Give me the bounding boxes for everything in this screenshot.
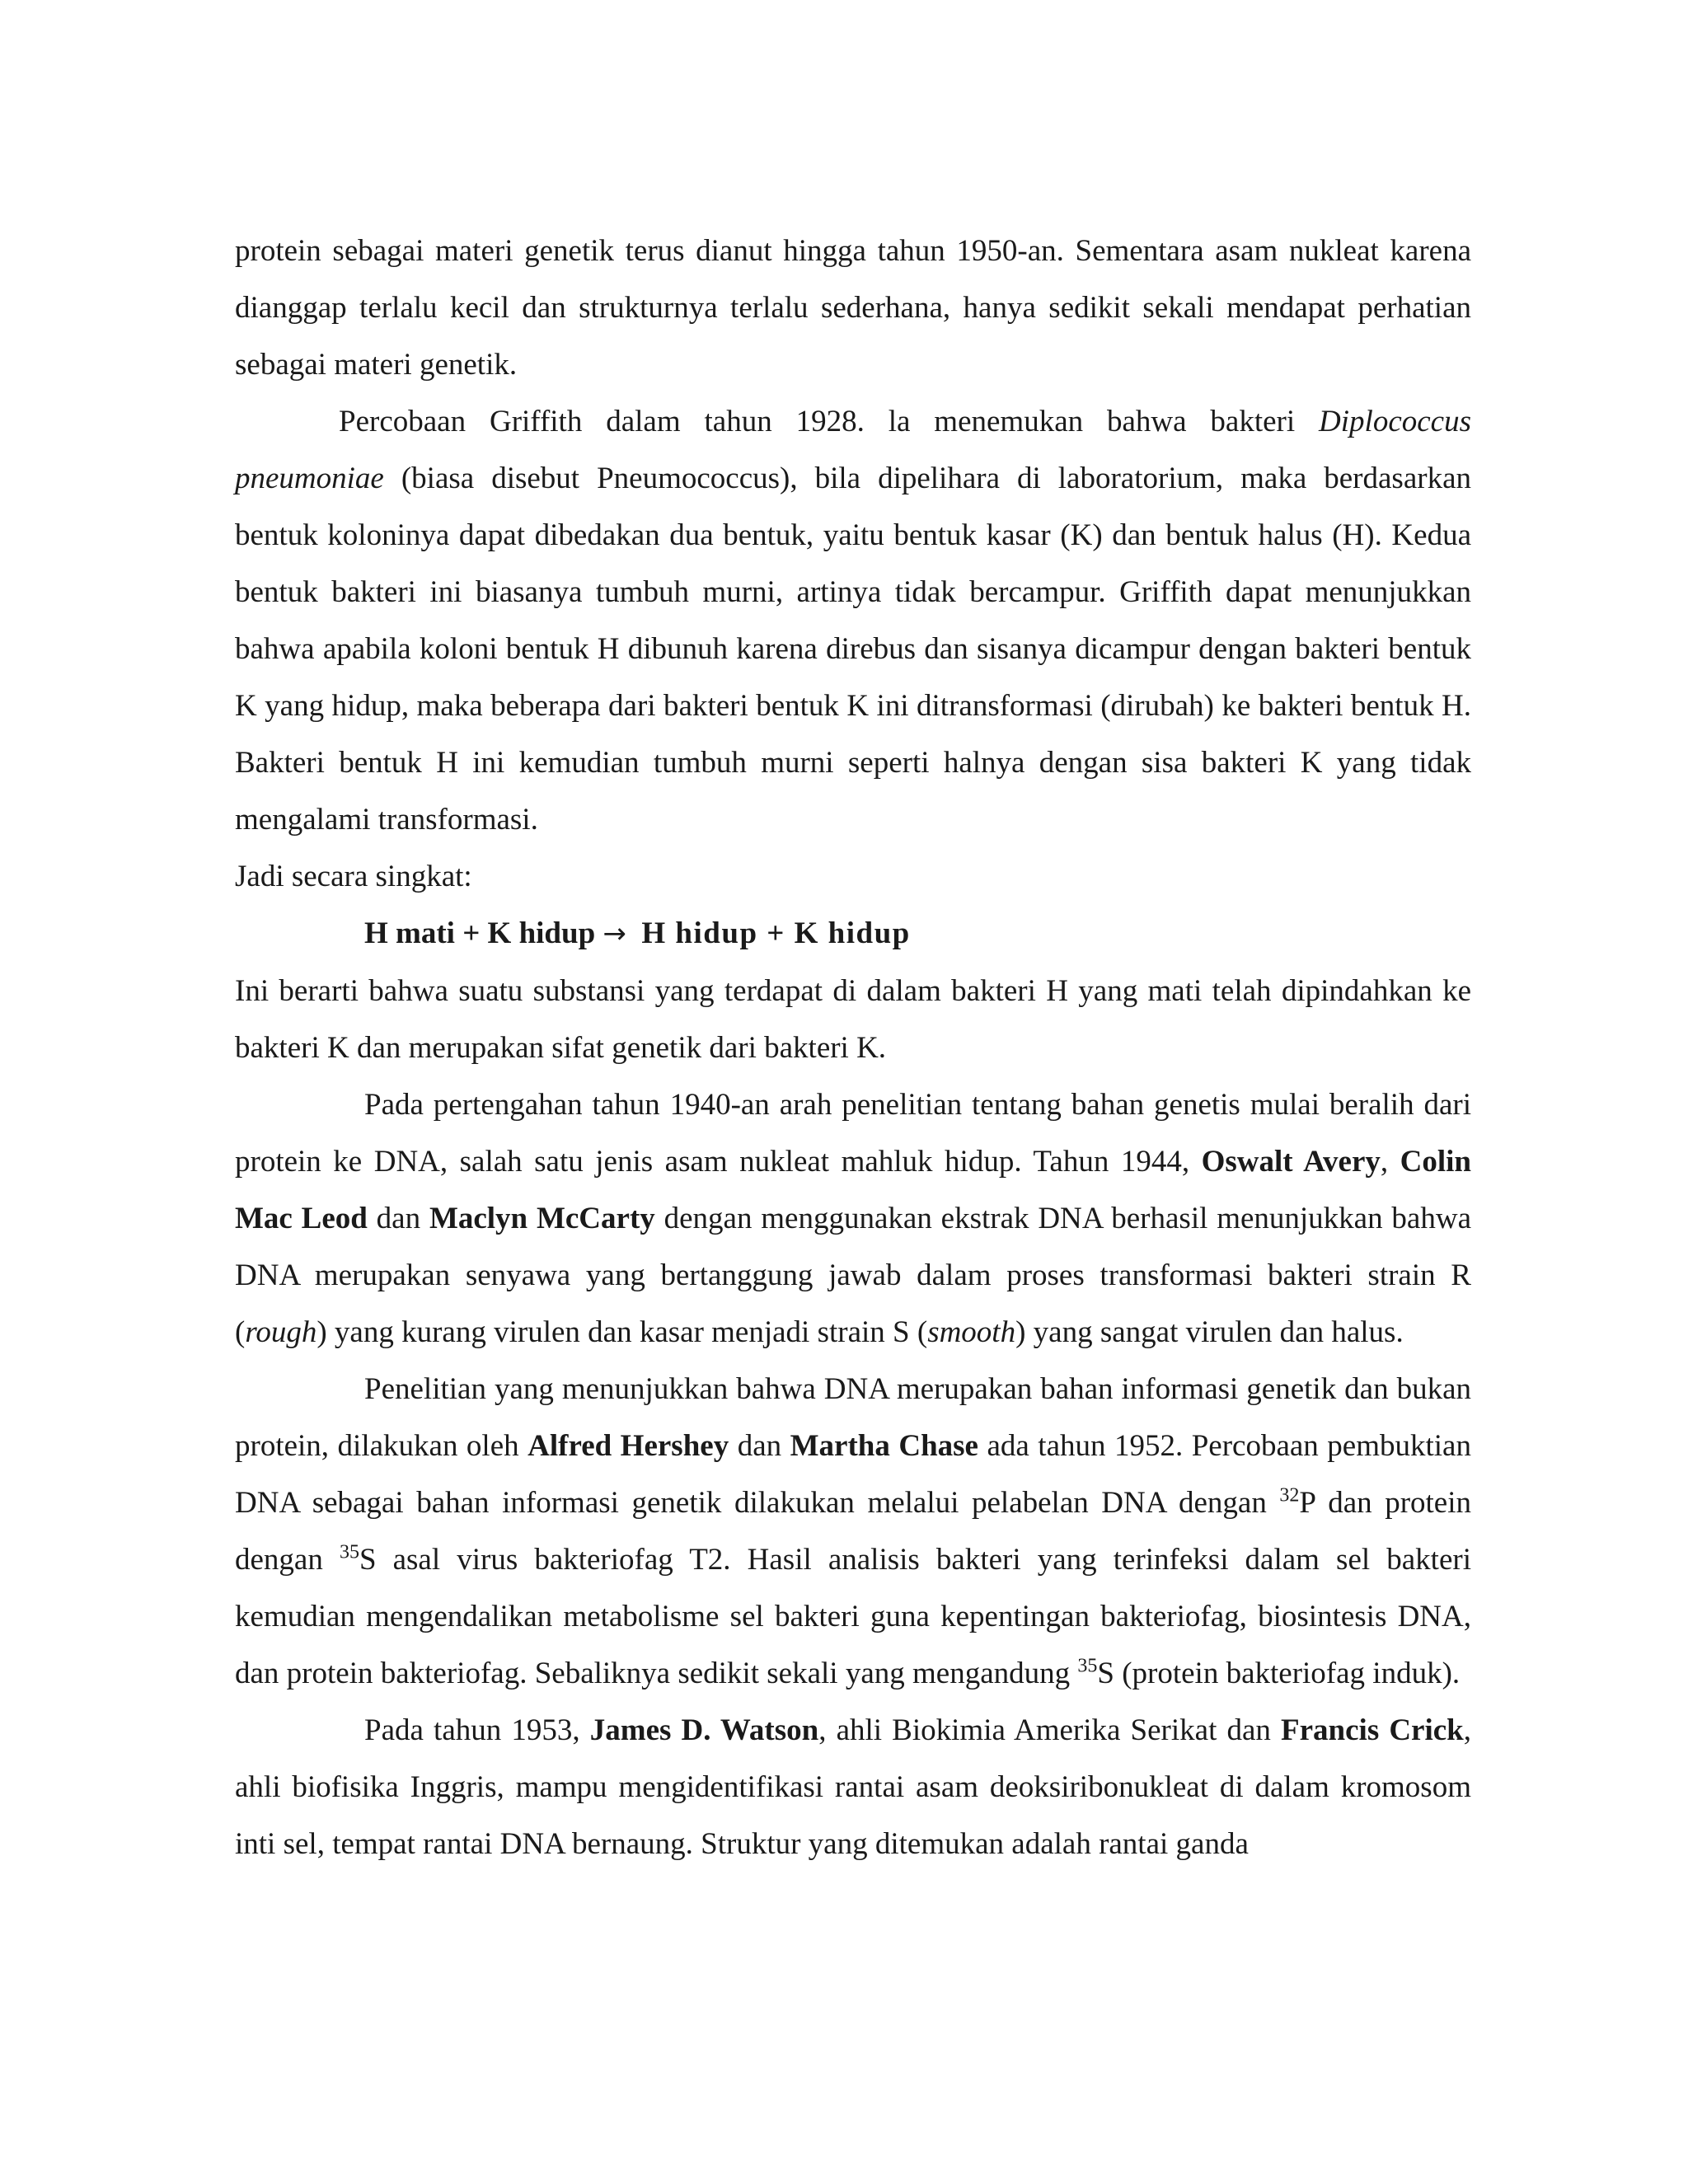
document-body bbox=[235, 223, 1471, 1872]
paragraph-3-summary-intro: Jadi secara singkat: bbox=[235, 860, 472, 893]
text-run: S asal virus bakteriofag T2. Hasil analisis bakteri yang terinfeksi dalam sel bakteri kemudian mengendalikan metabolisme sel bakteri guna kepentingan bakteriofag, biosintesis DNA, dan protein bakteriofag. Sebaliknya sedikit sekali yang mengandung bbox=[235, 1543, 1471, 1690]
paragraph-4: Ini berarti bahwa suatu substansi yang terdapat di dalam bakteri H yang mati telah dipindahkan ke bakteri K dan merupakan sifat genetik dari bakteri K. bbox=[235, 974, 1471, 1065]
text-run: ada tahun 1952. Percobaan pembuktian DNA sebagai bahan informasi genetik dilakukan melalui pelabelan DNA dengan bbox=[235, 1429, 1471, 1520]
text-run: Pada tahun 1953, bbox=[364, 1713, 590, 1747]
scientist-name: Francis Crick bbox=[1281, 1713, 1464, 1747]
paragraph-6-hershey-chase bbox=[235, 1361, 1471, 1702]
text-run: ) yang kurang virulen dan kasar menjadi strain S ( bbox=[316, 1315, 928, 1349]
paragraph-7-watson-crick bbox=[235, 1702, 1471, 1872]
text-run: (biasa disebut Pneumococcus), bila dipelihara di laboratorium, maka berdasarkan bentuk koloninya dapat dibedakan dua bentuk, yaitu bentuk kasar (K) dan bentuk halus (H). Kedua bentuk bakteri ini biasanya tumbuh murni, artinya tidak bercampur. Griffith dapat menunjukkan bahwa apabila koloni bentuk H dibunuh karena direbus dan sisanya dicampur dengan bakteri bentuk K yang hidup, maka beberapa dari bakteri bentuk K ini ditransformasi (dirubah) ke bakteri bentuk H. Bakteri bentuk H ini kemudian tumbuh murni seperti halnya dengan sisa bakteri K yang tidak mengalami transformasi. bbox=[235, 462, 1471, 837]
isotope-superscript: 32 bbox=[1279, 1484, 1300, 1507]
paragraph-5-avery bbox=[235, 1076, 1471, 1361]
text-run: dengan menggunakan ekstrak DNA berhasil menunjukkan bahwa DNA merupakan senyawa yang bertanggung jawab dalam proses transformasi bakteri strain R ( bbox=[235, 1202, 1471, 1349]
text-run: dan bbox=[367, 1202, 429, 1235]
italic-term: rough bbox=[245, 1315, 317, 1349]
scientist-name: James D. Watson bbox=[589, 1713, 819, 1747]
reaction-formula bbox=[235, 905, 1471, 963]
text-run: , ahli biofisika Inggris, mampu mengidentifikasi rantai asam deoksiribonukleat di dalam kromosom inti sel, tempat rantai DNA bernaung. Struktur yang ditemukan adalah rantai ganda bbox=[235, 1713, 1472, 1861]
paragraph-1: protein sebagai materi genetik terus dianut hingga tahun 1950-an. Sementara asam nukleat karena dianggap terlalu kecil dan strukturnya terlalu sederhana, hanya sedikit sekali mendapat perhatian sebagai materi genetik. bbox=[235, 234, 1471, 382]
text-run: Pada pertengahan tahun 1940-an arah penelitian tentang bahan genetis mulai beralih dari protein ke DNA, salah satu jenis asam nukleat mahluk hidup. Tahun 1944, bbox=[235, 1088, 1471, 1179]
text-run: , ahli Biokimia Amerika Serikat dan bbox=[818, 1713, 1282, 1747]
scientist-name: Colin Mac Leod bbox=[235, 1145, 1471, 1235]
text-run: dan bbox=[729, 1429, 790, 1463]
text-run: Percobaan Griffith dalam tahun 1928. la menemukan bahwa bakteri bbox=[339, 405, 1320, 438]
scientist-name: Oswalt Avery bbox=[1201, 1145, 1381, 1179]
species-name: Diplococcus pneumoniae bbox=[235, 405, 1471, 495]
formula-right: H hidup + K hidup bbox=[641, 916, 911, 950]
text-run: S (protein bakteriofag induk). bbox=[1097, 1657, 1461, 1690]
isotope-superscript: 35 bbox=[339, 1541, 359, 1563]
scientist-name: Martha Chase bbox=[790, 1429, 978, 1463]
italic-term: smooth bbox=[927, 1315, 1016, 1349]
right-arrow-icon: → bbox=[603, 917, 626, 950]
formula-left: H mati + K hidup bbox=[364, 916, 596, 950]
text-run: ) yang sangat virulen dan halus. bbox=[1015, 1315, 1404, 1349]
scientist-name: Maclyn McCarty bbox=[429, 1202, 655, 1235]
text-run: , bbox=[1380, 1145, 1400, 1179]
scientist-name: Alfred Hershey bbox=[528, 1429, 729, 1463]
text-run: Penelitian yang menunjukkan bahwa DNA merupakan bahan informasi genetik dan bukan protein, dilakukan oleh bbox=[235, 1372, 1471, 1463]
isotope-superscript: 35 bbox=[1077, 1655, 1098, 1677]
paragraph-2-griffith bbox=[235, 393, 1471, 848]
text-run: P dan protein dengan bbox=[235, 1486, 1471, 1577]
